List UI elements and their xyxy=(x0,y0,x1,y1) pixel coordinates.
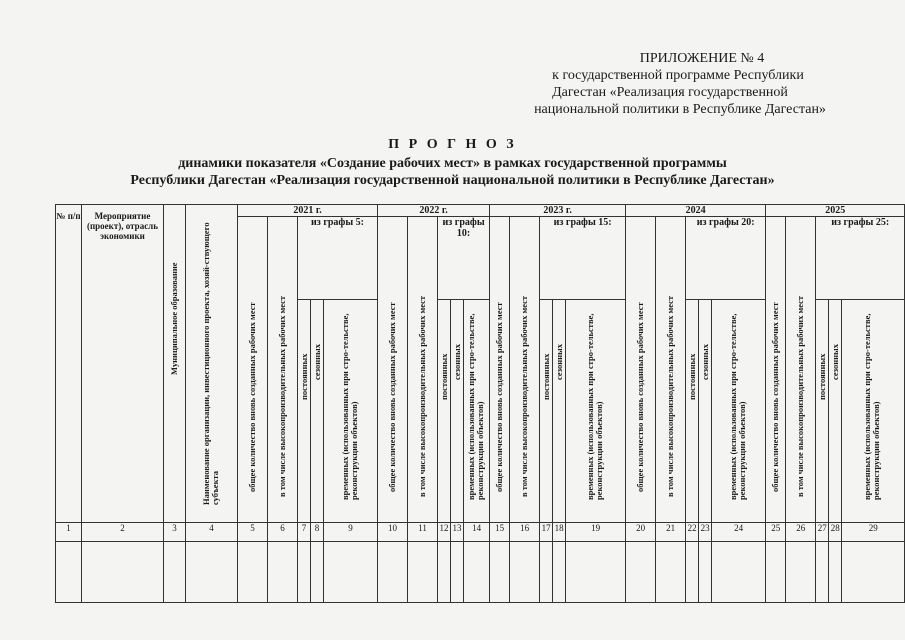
column-number: 5 xyxy=(238,523,268,542)
document-title: П Р О Г Н О З xyxy=(388,137,517,152)
appendix-line: Дагестан «Реализация государственной xyxy=(552,85,788,100)
forecast-table xyxy=(55,204,905,603)
header-permanent: постоянных xyxy=(816,300,829,523)
column-number: 29 xyxy=(842,523,905,542)
header-total: общее количество вновь созданных рабочих мест xyxy=(490,217,510,523)
header-temporary: временных (использованных при стро-тельстве, реконструкции объектов) xyxy=(712,300,766,523)
header-high: в том числе высокопроизводительных рабочих мест xyxy=(268,217,298,523)
column-number: 2 xyxy=(82,523,164,542)
header-seasonal: сезонных xyxy=(311,300,324,523)
header-from-15: из графы 15: xyxy=(540,217,626,300)
header-permanent: постоянных xyxy=(438,300,451,523)
header-total: общее количество вновь созданных рабочих мест xyxy=(626,217,656,523)
header-total: общее количество вновь созданных рабочих мест xyxy=(766,217,786,523)
header-from-10: из графы 10: xyxy=(438,217,490,300)
header-high: в том числе высокопроизводительных рабочих мест xyxy=(408,217,438,523)
column-number: 9 xyxy=(324,523,378,542)
column-number: 18 xyxy=(553,523,566,542)
header-year-2023: 2023 г. xyxy=(490,205,626,217)
appendix-line: к государственной программе Республики xyxy=(552,68,804,83)
header-permanent: постоянных xyxy=(540,300,553,523)
column-number: 23 xyxy=(699,523,712,542)
column-number: 13 xyxy=(451,523,464,542)
header-temporary: временных (использованных при стро-тельстве, реконструкции объектов) xyxy=(842,300,905,523)
column-number: 12 xyxy=(438,523,451,542)
column-number: 15 xyxy=(490,523,510,542)
column-number: 1 xyxy=(56,523,82,542)
header-year-2024: 2024 xyxy=(626,205,766,217)
column-number: 8 xyxy=(311,523,324,542)
header-high: в том числе высокопроизводительных рабочих мест xyxy=(510,217,540,523)
column-number: 14 xyxy=(464,523,490,542)
header-temporary: временных (использованных при стро-тельстве, реконструкции объектов) xyxy=(324,300,378,523)
column-number: 24 xyxy=(712,523,766,542)
column-number: 22 xyxy=(686,523,699,542)
header-year-2025: 2025 xyxy=(766,205,905,217)
column-number: 21 xyxy=(656,523,686,542)
header-year-2021: 2021 г. xyxy=(238,205,378,217)
column-number: 17 xyxy=(540,523,553,542)
appendix-line: национальной политики в Республике Дагестан» xyxy=(534,102,826,117)
column-number: 11 xyxy=(408,523,438,542)
header-from-5: из графы 5: xyxy=(298,217,378,300)
column-number: 19 xyxy=(566,523,626,542)
column-number: 25 xyxy=(766,523,786,542)
header-seasonal: сезонных xyxy=(829,300,842,523)
header-event: Мероприятие (проект), отрасль экономики xyxy=(82,205,164,523)
header-seasonal: сезонных xyxy=(451,300,464,523)
column-number: 16 xyxy=(510,523,540,542)
column-number: 7 xyxy=(298,523,311,542)
header-seasonal: сезонных xyxy=(699,300,712,523)
column-number: 28 xyxy=(829,523,842,542)
header-total: общее количество вновь созданных рабочих мест xyxy=(378,217,408,523)
column-number: 10 xyxy=(378,523,408,542)
header-from-20: из графы 20: xyxy=(686,217,766,300)
header-temporary: временных (использованных при стро-тельстве, реконструкции объектов) xyxy=(566,300,626,523)
column-number: 3 xyxy=(164,523,186,542)
appendix-title: ПРИЛОЖЕНИЕ № 4 xyxy=(639,51,765,66)
header-organization: Наименование организации, инвестиционного проекта, хозяй-ствующего субъекта xyxy=(186,205,238,523)
column-number: 27 xyxy=(816,523,829,542)
column-number: 6 xyxy=(268,523,298,542)
header-permanent: постоянных xyxy=(686,300,699,523)
table-row xyxy=(56,542,905,603)
column-numbers-row xyxy=(56,523,905,542)
header-num: № п/п xyxy=(56,205,82,523)
header-high: в том числе высокопроизводительных рабочих мест xyxy=(786,217,816,523)
column-number: 20 xyxy=(626,523,656,542)
header-seasonal: сезонных xyxy=(553,300,566,523)
document-subtitle: динамики показателя «Создание рабочих мест» в рамках государственной программы xyxy=(178,156,727,171)
header-from-25: из графы 25: xyxy=(816,217,905,300)
document-subtitle: Республики Дагестан «Реализация государственной национальной политики в Республике Дагестан» xyxy=(130,173,775,188)
header-year-2022: 2022 г. xyxy=(378,205,490,217)
header-high: в том числе высокопроизводительных рабочих мест xyxy=(656,217,686,523)
header-temporary: временных (использованных при стро-тельстве, реконструкции объектов) xyxy=(464,300,490,523)
column-number: 4 xyxy=(186,523,238,542)
header-total: общее количество вновь созданных рабочих мест xyxy=(238,217,268,523)
column-number: 26 xyxy=(786,523,816,542)
header-municipal: Муниципальное образование xyxy=(164,205,186,523)
header-permanent: постоянных xyxy=(298,300,311,523)
